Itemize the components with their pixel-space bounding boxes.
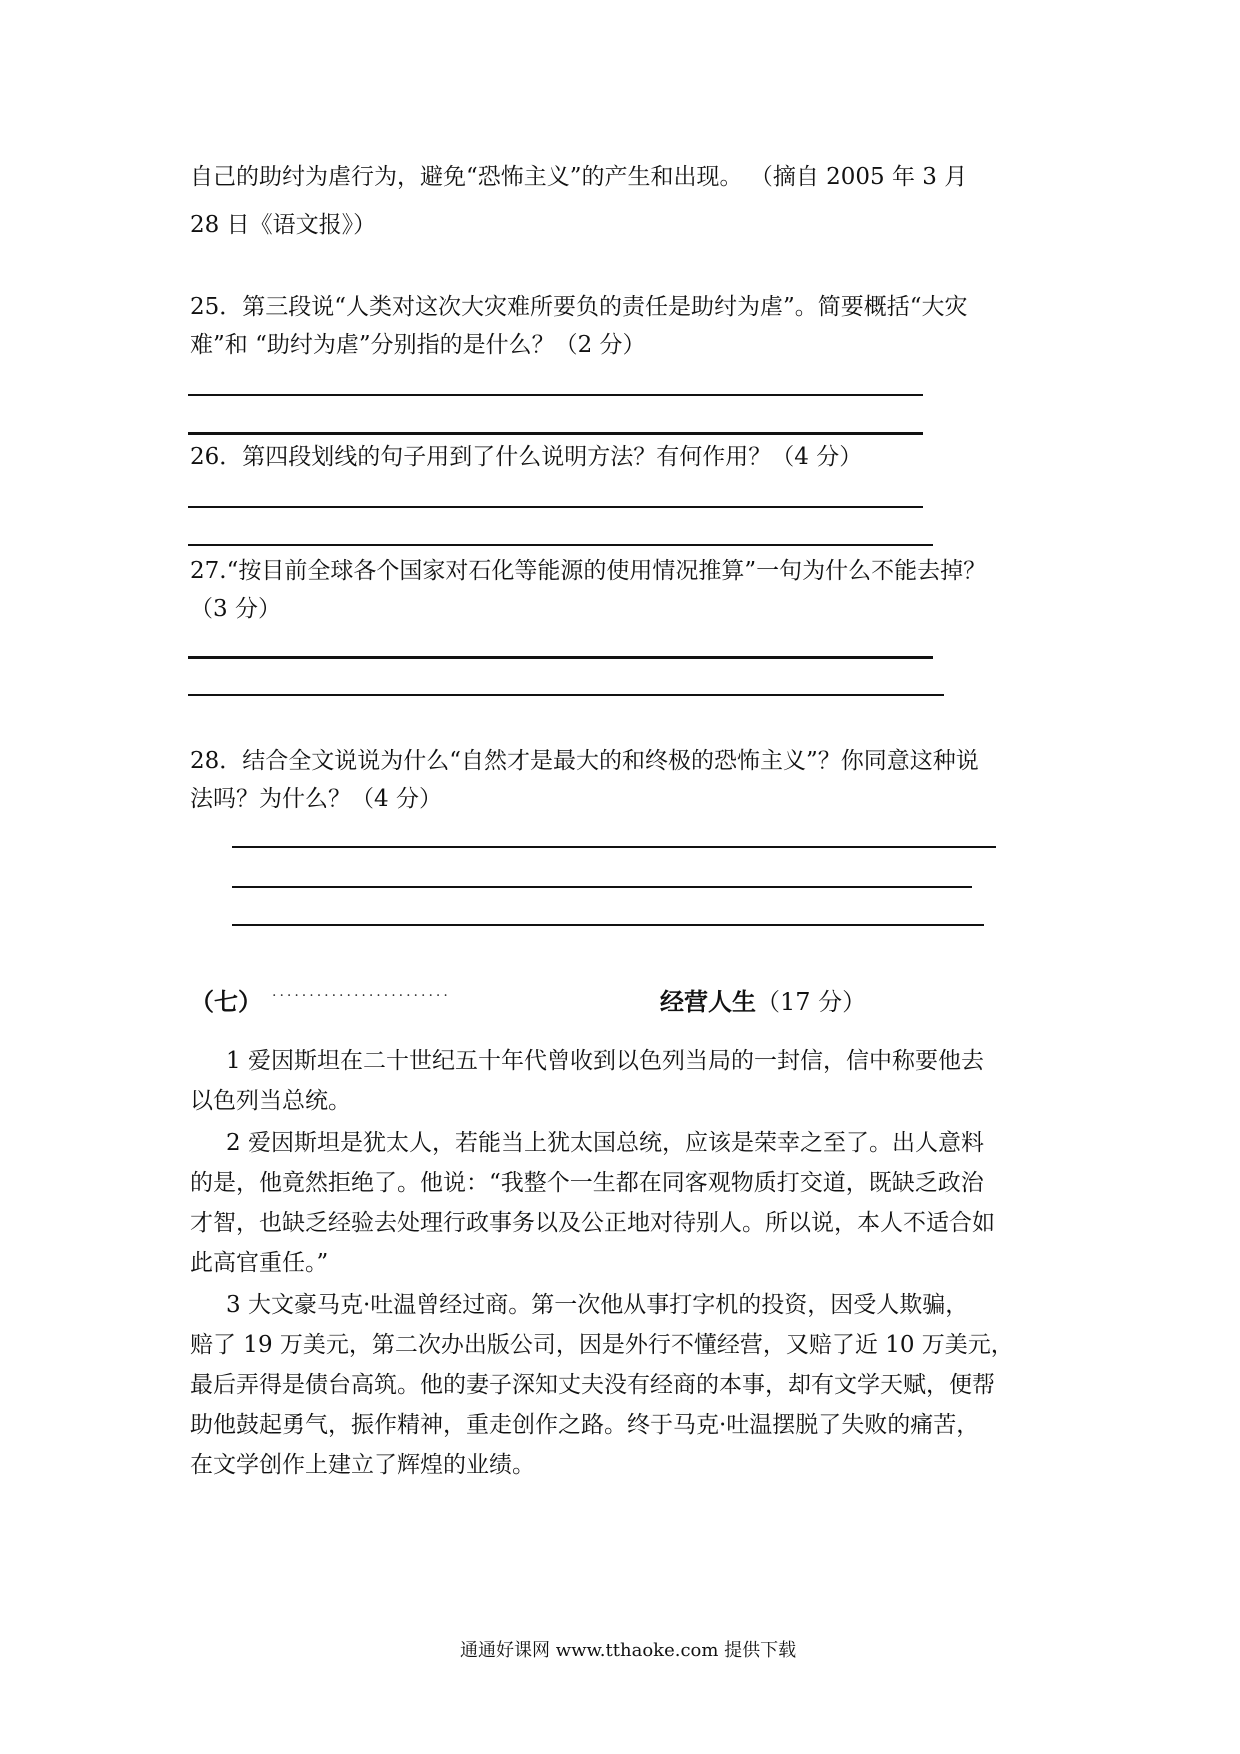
paragraph-1-line: 以色列当总统。 [190, 1088, 351, 1114]
answer-line [188, 656, 933, 659]
question-25-line: 25．第三段说“人类对这次大灾难所要负的责任是助纣为虐”。简要概括“大灾 [190, 294, 968, 320]
paragraph-3-line: 3 大文豪马克·吐温曾经过商。第一次他从事打字机的投资，因受人欺骗， [226, 1292, 969, 1318]
paragraph-2-line: 2 爱因斯坦是犹太人，若能当上犹太国总统，应该是荣幸之至了。出人意料 [226, 1130, 984, 1156]
section-heading [190, 982, 1070, 1018]
answer-line [188, 544, 933, 546]
passage-line: 自己的助纣为虐行为，避免“恐怖主义”的产生和出现。 （摘自 2005 年 3 月 [190, 164, 968, 190]
section-dots: ........................ [272, 984, 451, 1000]
paragraph-2-line: 此高官重任。” [190, 1250, 329, 1276]
paragraph-2-line: 的是，他竟然拒绝了。他说：“我整个一生都在同客观物质打交道，既缺乏政治 [190, 1170, 984, 1196]
paragraph-3-line: 助他鼓起勇气，振作精神，重走创作之路。终于马克·吐温摆脱了失败的痛苦， [190, 1412, 980, 1438]
section-score: （17 分） [756, 988, 867, 1016]
question-27-line: 27.“按目前全球各个国家对石化等能源的使用情况推算”一句为什么不能去掉？ [190, 558, 987, 584]
page-footer: 通通好课网 www.tthaoke.com 提供下载 [460, 1640, 797, 1661]
question-26-line: 26．第四段划线的句子用到了什么说明方法？有何作用？（4 分） [190, 444, 863, 470]
question-25-line: 难”和 “助纣为虐”分别指的是什么？（2 分） [190, 332, 646, 358]
answer-line [188, 432, 923, 435]
section-number: （七） [190, 987, 262, 1016]
answer-line [188, 506, 923, 508]
passage-line: 28 日《语文报》） [190, 212, 377, 238]
paragraph-2-line: 才智，也缺乏经验去处理行政事务以及公正地对待别人。所以说，本人不适合如 [190, 1210, 995, 1236]
paragraph-3-line: 在文学创作上建立了辉煌的业绩。 [190, 1452, 535, 1478]
answer-line [188, 394, 923, 396]
question-27-line: （3 分） [190, 596, 281, 622]
paragraph-1-line: 1 爱因斯坦在二十世纪五十年代曾收到以色列当局的一封信，信中称要他去 [226, 1048, 984, 1074]
paragraph-3-line: 最后弄得是债台高筑。他的妻子深知丈夫没有经商的本事，却有文学天赋，便帮 [190, 1372, 995, 1398]
section-title-text: 经营人生 [660, 987, 756, 1016]
question-28-line: 28．结合全文说说为什么“自然才是最大的和终极的恐怖主义”？你同意这种说 [190, 748, 979, 774]
answer-line [232, 886, 972, 888]
question-28-line: 法吗？为什么？（4 分） [190, 786, 442, 812]
answer-line [232, 846, 996, 848]
paragraph-3-line: 赔了 19 万美元，第二次办出版公司，因是外行不懂经营，又赔了近 10 万美元， [190, 1332, 1014, 1358]
answer-line [232, 924, 984, 926]
answer-line [188, 694, 944, 696]
section-title [660, 982, 866, 1017]
